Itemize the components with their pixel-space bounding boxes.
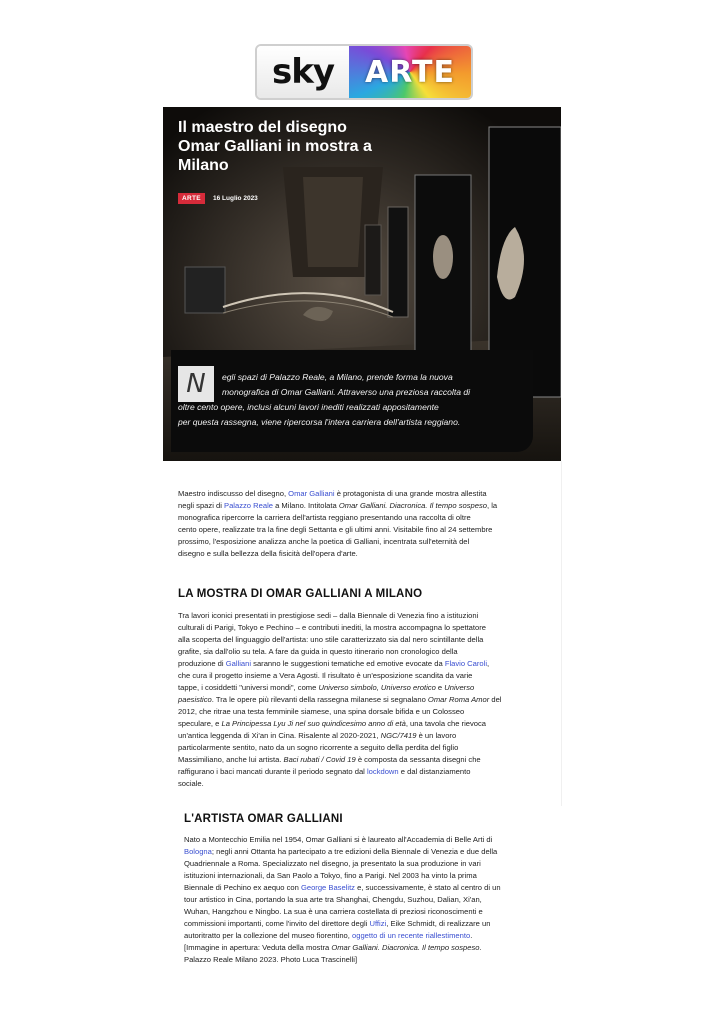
paragraph-line: che cura il progetto insieme a Vera Agosti. Il risultato è un'esposizione scandita da varie xyxy=(178,671,473,680)
article-title-line: Omar Galliani in mostra a xyxy=(178,138,372,155)
article-title xyxy=(178,118,398,175)
dropcap-letter: N xyxy=(178,366,214,402)
paragraph-line: monografica ripercorre la carriera dell'artista reggiano presentando una raccolta di oltre xyxy=(178,513,471,522)
paragraph-line: Bologna; negli anni Ottanta ha partecipato a tre edizioni della Biennale di Venezia e due della xyxy=(184,847,498,856)
link-george-baselitz[interactable]: George Baselitz xyxy=(300,883,355,892)
paragraph-line: grafite, sia dall'olio su tela. A fare da guida in questo itinerario non cronologico della xyxy=(178,647,458,656)
paragraph-line: [Immagine in apertura: Veduta della mostra Omar Galliani. Diacronica. Il tempo sospeso. xyxy=(184,943,482,952)
paragraph-line: alla scoperta del linguaggio dell'artista: uno stile caratterizzato sia dal nero scintillante della xyxy=(178,635,484,644)
paragraph-line: cento opere, realizzate tra la fine degli Settanta e gli ultimi anni. Visitabile fino al 24 settembre xyxy=(178,525,493,534)
intro-line: monografica di Omar Galliani. Attraverso una preziosa raccolta di xyxy=(222,387,471,397)
paragraph-line: istituzioni internazionali, da San Paolo a Tokyo, fino a Parigi. Nel 2003 ha vinto la prima xyxy=(184,871,477,880)
logo-sky-text: sky xyxy=(257,46,349,98)
link-bologna[interactable]: Bologna xyxy=(184,847,212,856)
intro-line: oltre cento opere, inclusi alcuni lavori inediti realizzati appositamente xyxy=(178,402,439,412)
category-tag[interactable]: ARTE xyxy=(178,193,205,204)
paragraph-line: disegno e sulla bellezza della fisicità dell'opera d'arte. xyxy=(178,549,358,558)
intro-line: per questa rassegna, viene ripercorsa l'intera carriera dell'artista reggiano. xyxy=(178,417,461,427)
paragraph-line: Biennale di Pechino ex aequo con George Baselitz e, successivamente, è stato al centro di un xyxy=(184,883,501,892)
paragraph-line: particolarmente sentito, nato da un sogno ricorrente a seguito della perdita del figlio xyxy=(178,743,459,752)
intro-box xyxy=(171,350,533,452)
paragraph-line: Nato a Montecchio Emilia nel 1954, Omar Galliani si è laureato all'Accademia di Belle Arti di xyxy=(184,835,493,844)
link-riallestimento[interactable]: oggetto di un recente riallestimento xyxy=(352,931,471,940)
section-heading-mostra: LA MOSTRA DI OMAR GALLIANI A MILANO xyxy=(178,588,423,600)
link-lockdown[interactable]: lockdown xyxy=(366,767,399,776)
paragraph-line: 2012, che ritrae una testa femminile siamese, una spina dorsale bifida e un Colosseo xyxy=(178,707,465,716)
link-uffizi[interactable]: Uffizi xyxy=(369,919,387,928)
paragraph-line: culturali di Parigi, Tokyo e Pechino – e contributi inediti, la mostra accompagna lo spettatore xyxy=(178,623,486,632)
paragraph-line: paesistico. Tra le opere più rilevanti della rassegna milanese si segnalano Omar Roma Amor del xyxy=(178,695,502,704)
article-title-line: Milano xyxy=(178,157,229,174)
paragraph-line: un'antica leggenda di Xi'an in Cina. Risalente al 2020-2021, NGC/7419 è un lavoro xyxy=(178,731,457,740)
paragraph-line: commissioni importanti, come l'invito del direttore degli Uffizi, Eike Schmidt, di realizzare un xyxy=(184,919,491,928)
article-title-line: Il maestro del disegno xyxy=(178,119,347,136)
link-omar-galliani[interactable]: Omar Galliani xyxy=(288,489,335,498)
link-palazzo-reale[interactable]: Palazzo Reale xyxy=(224,501,273,510)
paragraph-line: Wuhan, Hangzhou e Ningbo. La sua è una carriera costellata di preziosi riconoscimenti e xyxy=(184,907,483,916)
paragraph-line: prossimo, l'esposizione analizza anche la poetica di Galliani, incentrata sull'eternità del xyxy=(178,537,470,546)
logo-arte-text: ARTE xyxy=(349,46,471,98)
paragraph-line: raffigurano i baci mancati durante il periodo segnato dal lockdown e dal distanziamento xyxy=(178,767,471,776)
paragraph-line: tappe, i cosiddetti "universi mondi", come Universo simbolo, Universo erotico e Universo xyxy=(178,683,475,692)
paragraph-line: Palazzo Reale Milano 2023. Photo Luca Trascinelli] xyxy=(184,955,358,964)
paragraph-line: negli spazi di Palazzo Reale a Milano. Intitolata Omar Galliani. Diacronica. Il tempo sospeso, la xyxy=(178,501,498,510)
link-galliani[interactable]: Galliani xyxy=(225,659,252,668)
paragraph-line: autoritratto per la collezione del museo fiorentino, oggetto di un recente riallestimento. xyxy=(184,931,473,940)
paragraph-line: produzione di Galliani saranno le suggestioni tematiche ed emotive evocate da Flavio Caroli, xyxy=(178,659,490,668)
paragraph-line: speculare, e La Principessa Lyu Ji nel suo quindicesimo anno di età, una tavola che rievoca xyxy=(178,719,487,728)
paragraph-line: Quadriennale a Roma. Specializzato nel disegno, ja presentato la sua produzione in vari xyxy=(184,859,481,868)
paragraph-line: Tra lavori iconici presentati in prestigiose sedi – dalla Biennale di Venezia fino a istituzioni xyxy=(178,611,479,620)
paragraph-line: Massimiliano, anche lui artista. Baci rubati / Covid 19 è composta da sessanta disegni che xyxy=(178,755,481,764)
paragraph-line: Maestro indiscusso del disegno, Omar Galliani è protagonista di una grande mostra allestita xyxy=(178,489,487,498)
sky-arte-logo[interactable] xyxy=(255,44,473,100)
publish-date: 16 Luglio 2023 xyxy=(213,195,258,202)
paragraph-line: tour artistico in Cina, portando la sua arte tra Shanghai, Chengdu, Suzhou, Dalian, Xi'an, xyxy=(184,895,482,904)
section-heading-artista: L'ARTISTA OMAR GALLIANI xyxy=(184,813,343,825)
intro-line: egli spazi di Palazzo Reale, a Milano, prende forma la nuova xyxy=(222,372,453,382)
paragraph-line: sociale. xyxy=(178,779,204,788)
link-flavio-caroli[interactable]: Flavio Caroli xyxy=(444,659,488,668)
